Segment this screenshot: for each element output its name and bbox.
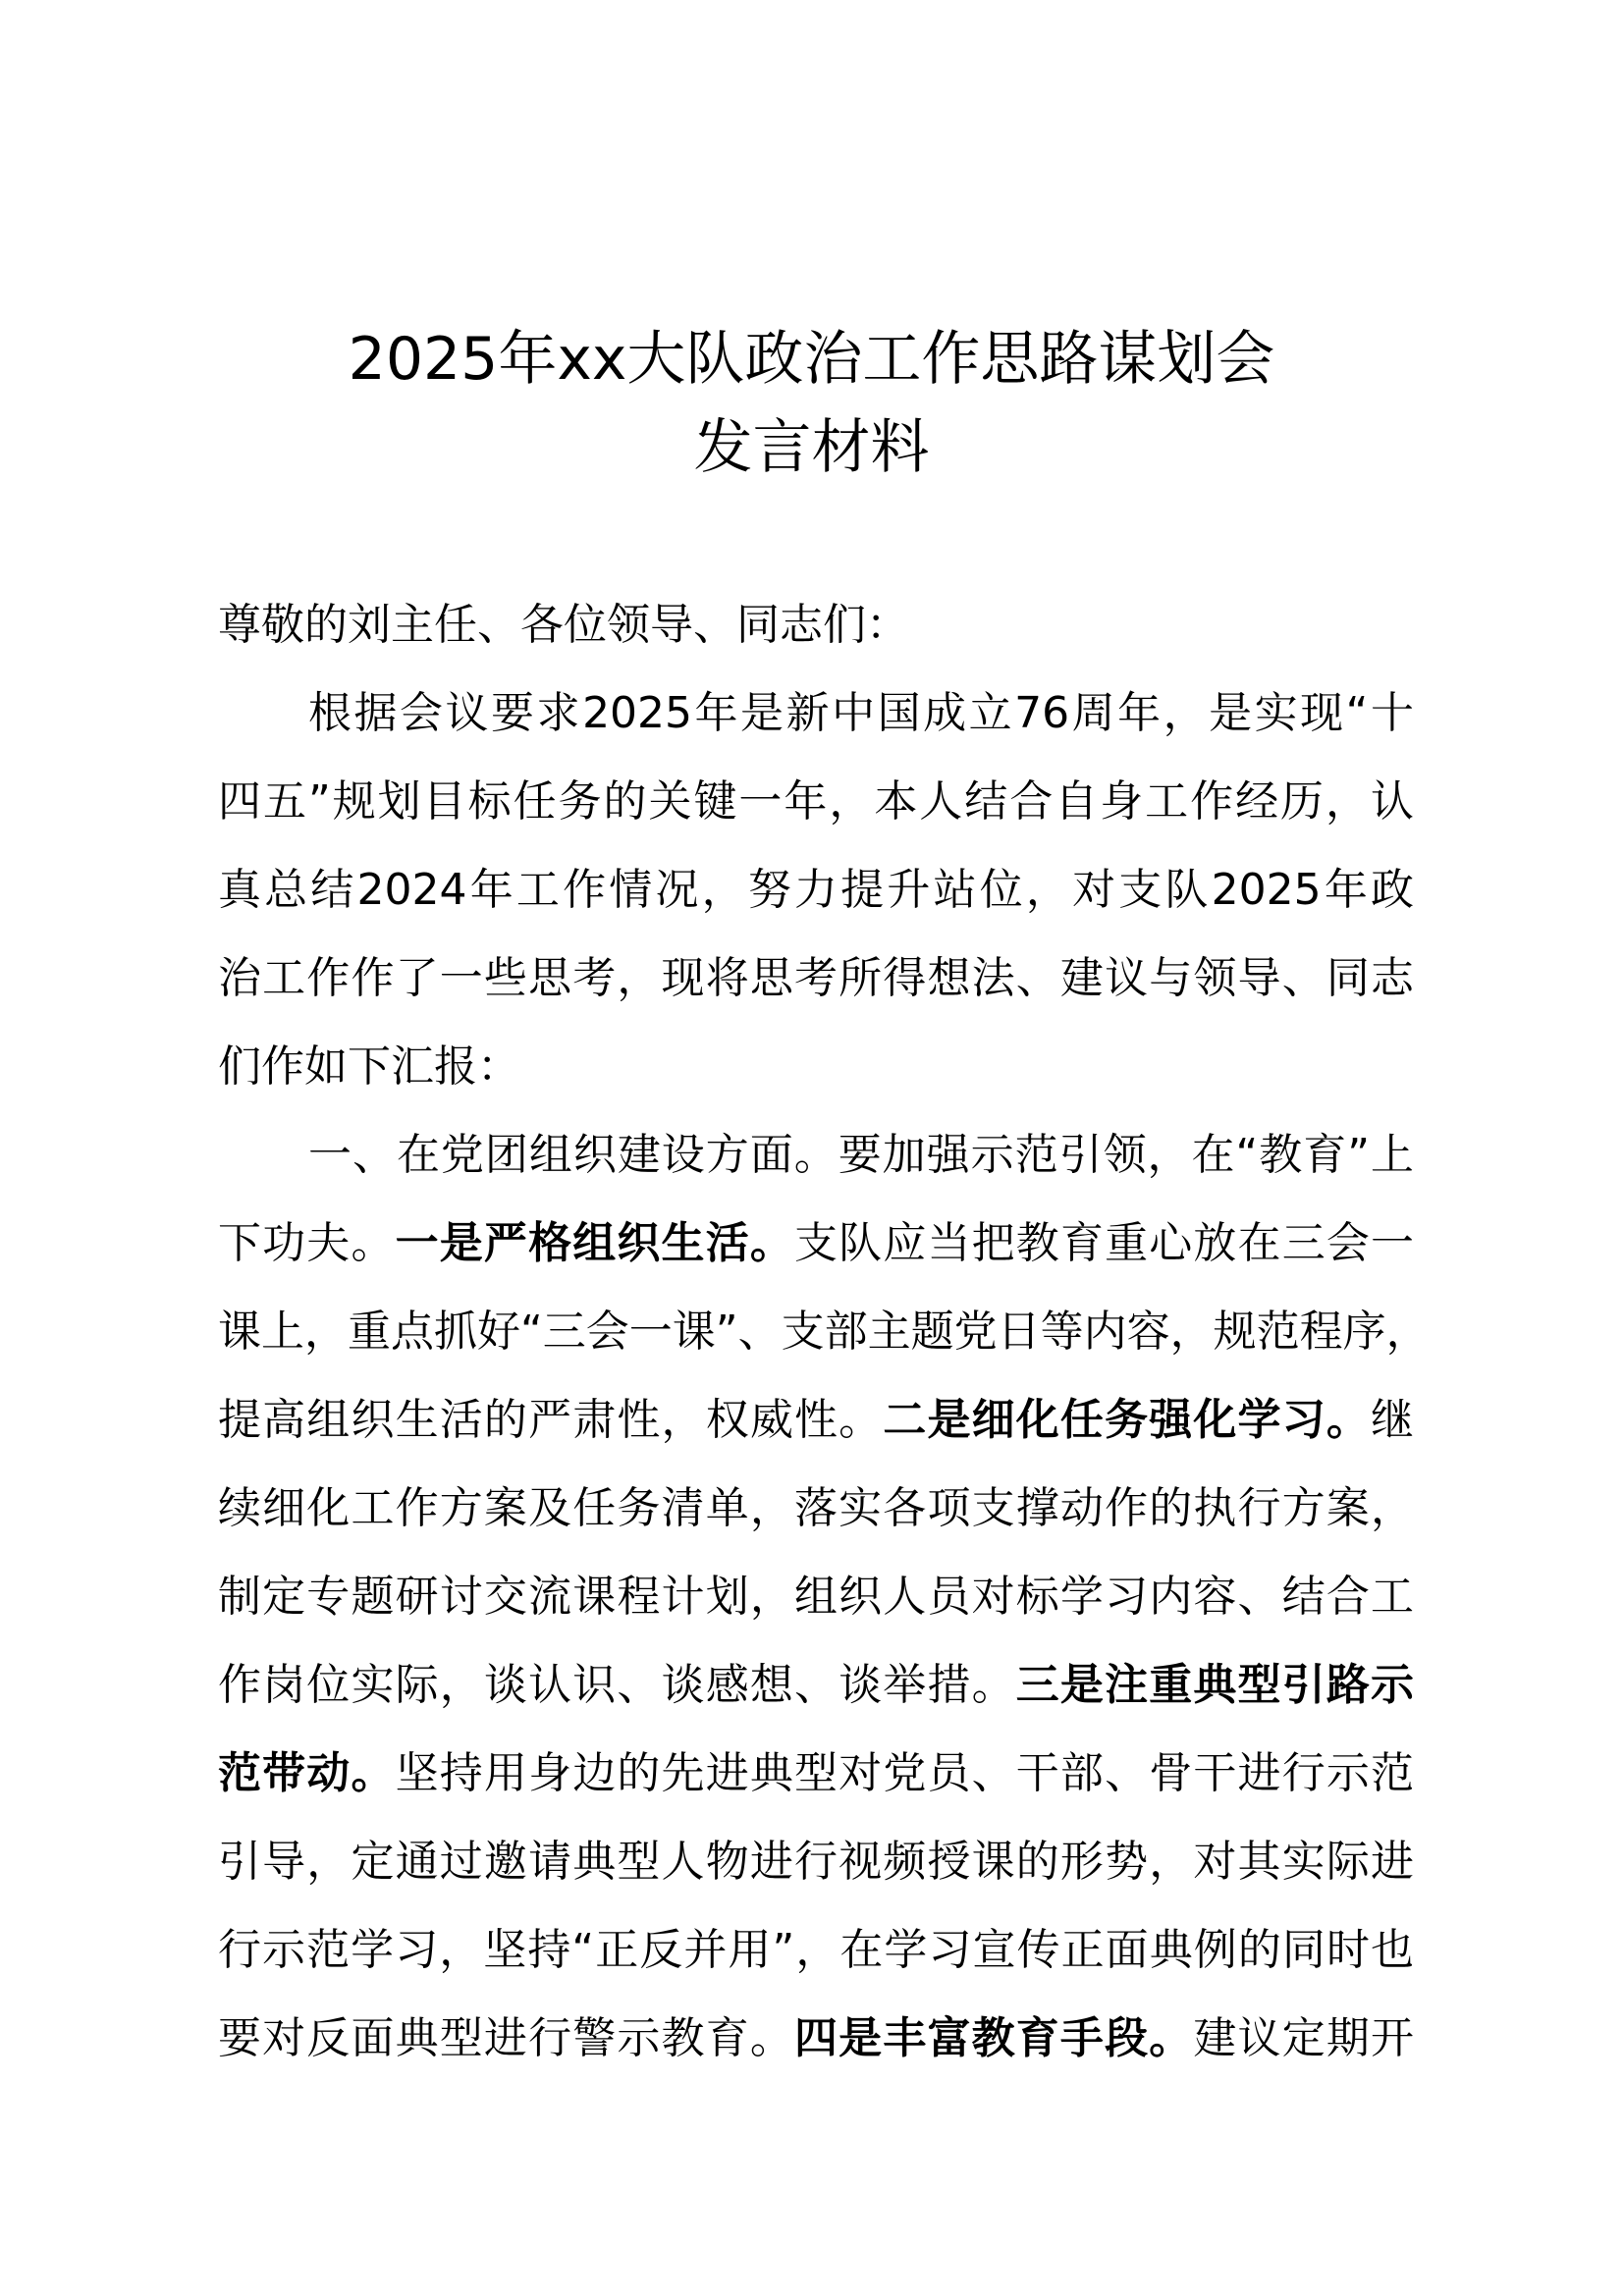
text-line [218,1376,1414,1465]
body-text: 作岗位实际，谈认识、谈感想、谈举措。 [218,1660,1016,1710]
body-text: 四五”规划目标任务的关键一年，本人结合自身工作经历，认 [218,776,1414,827]
body-text: 引导，定通过邀请典型人物进行视频授课的形势，对其实际进 [218,1837,1414,1887]
text-line [218,758,1414,846]
text-line [218,581,1414,669]
body-text: 制定专题研讨交流课程计划，组织人员对标学习内容、结合工 [218,1572,1414,1622]
bold-heading-text: 四是丰富教育手段。 [794,2013,1194,2063]
text-line [218,1553,1414,1641]
text-line [218,1995,1414,2083]
text-line [218,1288,1430,1376]
text-line [218,1200,1414,1288]
text-line [218,1465,1414,1553]
bold-heading-text: 一是严格组织生活。 [395,1218,795,1268]
text-line [218,1906,1414,1995]
body-text: 治工作作了一些思考，现将思考所得想法、建议与领导、同志 [218,953,1414,1003]
paragraph [218,669,1414,1111]
body-text: 真总结2024年工作情况，努力提升站位，对支队2025年政 [218,865,1414,915]
bold-heading-text: 范带动。 [218,1748,396,1798]
bold-heading-text: 二是细化任务强化学习。 [883,1395,1372,1445]
text-line [218,1111,1414,1200]
text-line [218,1641,1414,1730]
bold-heading-text: 三是注重典型引路示 [1015,1660,1415,1710]
body-text: 下功夫。 [218,1218,396,1268]
body-text: 根据会议要求2025年是新中国成立76周年，是实现“十 [308,688,1414,738]
text-line [218,1023,1414,1111]
body-text: 课上，重点抓好“三会一课”、支部主题党日等内容，规范程序， [218,1307,1430,1357]
document-title-line-2: 发言材料 [693,413,930,482]
text-line [218,934,1414,1023]
text-line [218,1730,1414,1818]
text-line [218,1818,1414,1906]
salutation [218,581,1414,669]
body-text: 提高组织生活的严肃性，权威性。 [218,1395,884,1445]
body-text: 要对反面典型进行警示教育。 [218,2013,794,2063]
body-text: 续细化工作方案及任务清单，落实各项支撑动作的执行方案， [218,1483,1414,1533]
body-text: 支队应当把教育重心放在三会一 [794,1218,1415,1268]
body-text: 们作如下汇报： [218,1041,520,1092]
body-text: 建议定期开 [1193,2013,1415,2063]
text-line [218,669,1414,758]
body-text: 尊敬的刘主任、各位领导、同志们： [218,600,909,650]
body-text: 行示范学习，坚持“正反并用”，在学习宣传正面典例的同时也 [218,1925,1414,1975]
body-text: 一、在党团组织建设方面。要加强示范引领，在“教育”上 [308,1130,1414,1180]
document-body [218,581,1430,2083]
body-text: 继 [1371,1395,1415,1445]
document-title-line-1: 2025年xx大队政治工作思路谋划会 [348,325,1275,394]
text-line [218,846,1414,934]
paragraph [218,1111,1430,2083]
body-text: 坚持用身边的先进典型对党员、干部、骨干进行示范 [395,1748,1415,1798]
